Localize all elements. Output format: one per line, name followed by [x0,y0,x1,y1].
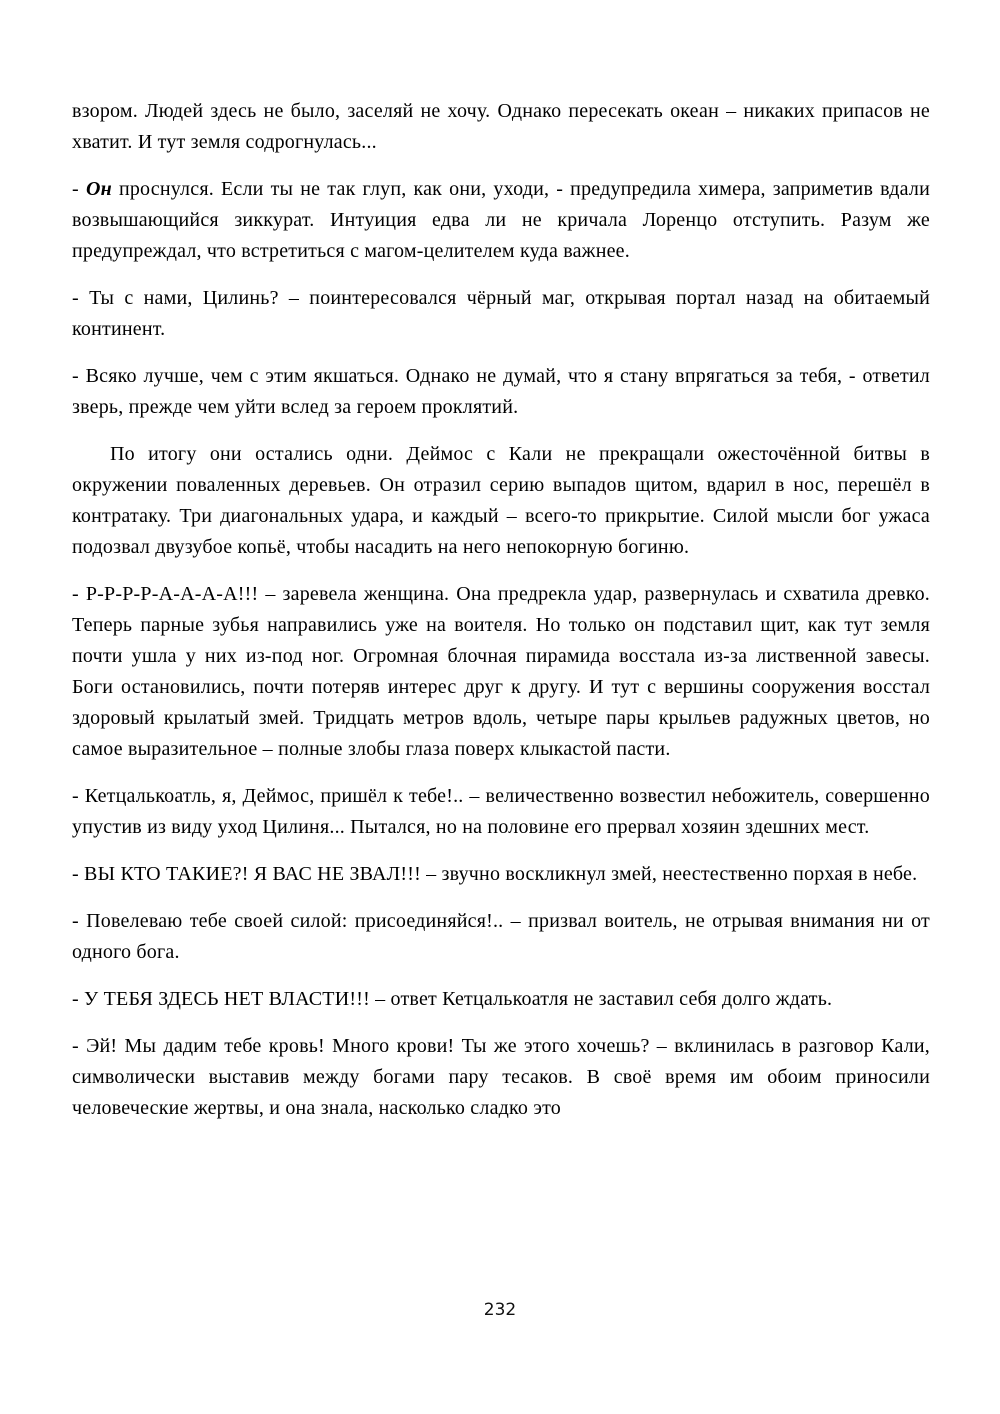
paragraph: - Повелеваю тебе своей силой: присоединяйся!.. – призвал воитель, не отрывая внимания ни от одного бога. [72,910,930,963]
paragraph: - Ты с нами, Цилинь? – поинтересовался чёрный маг, открывая портал назад на обитаемый континент. [72,287,930,340]
page-footer [0,1300,1000,1320]
page-number: 232 [483,1300,517,1320]
paragraph: - Р-Р-Р-Р-А-А-А-А!!! – заревела женщина. Она предрекла удар, развернулась и схватила древко. Теперь парные зубья направились уже на воителя. Но только он подставил щит, как тут земля почти ушла у них из-под ног. Огромная блочная пирамида восстала из-за лиственной завесы. Боги остановились, почти потеряв интерес друг к другу. И тут с вершины сооружения восстал здоровый крылатый змей. Тридцать метров вдоль, четыре пары крыльев радужных цветов, но самое выразительное – полные злобы глаза поверх клыкастой пасти. [72,583,930,760]
paragraph: - У ТЕБЯ ЗДЕСЬ НЕТ ВЛАСТИ!!! – ответ Кетцалькоатля не заставил себя долго ждать. [72,988,833,1010]
paragraph: - Кетцалькоатль, я, Деймос, пришёл к тебе!.. – величественно возвестил небожитель, совершенно упустив из виду уход Цилиня... Пытался, но на половине его прервал хозяин здешних мест. [72,785,930,838]
paragraph: - ВЫ КТО ТАКИЕ?! Я ВАС НЕ ЗВАЛ!!! – звучно воскликнул змей, неестественно порхая в небе. [72,863,918,885]
paragraph-text: проснулся. Если ты не так глуп, как они, уходи, - предупредила химера, заприметив вдали возвышающийся зиккурат. Интуиция едва ли не кричала Лоренцо отступить. Разум же предупреждал, что встретиться с магом-целителем куда важнее. [72,178,931,262]
emphasized-word: Он [85,178,112,200]
paragraph [72,174,930,267]
paragraph: - Эй! Мы дадим тебе кровь! Много крови! Ты же этого хочешь? – вклинилась в разговор Кали, символически выставив между богами пару тесаков. В своё время им обоим приносили человеческие жертвы, и она знала, насколько сладко это [72,1035,930,1119]
dialogue-dash: - [72,178,86,200]
page-text-block [72,96,930,1124]
paragraph: По итогу они остались одни. Деймос с Кали не прекращали ожесточённой битвы в окружении поваленных деревьев. Он отразил серию выпадов щитом, вдарил в нос, перешёл в контратаку. Три диагональных удара, и каждый – всего-то прикрытие. Силой мысли бог ужаса подозвал двузубое копьё, чтобы насадить на него непокорную богиню. [72,443,930,558]
paragraph: - Всяко лучше, чем с этим якшаться. Однако не думай, что я стану впрягаться за тебя, - ответил зверь, прежде чем уйти вслед за героем проклятий. [72,365,930,418]
paragraph: взором. Людей здесь не было, заселяй не хочу. Однако пересекать океан – никаких припасов не хватит. И тут земля содрогнулась... [72,100,930,153]
